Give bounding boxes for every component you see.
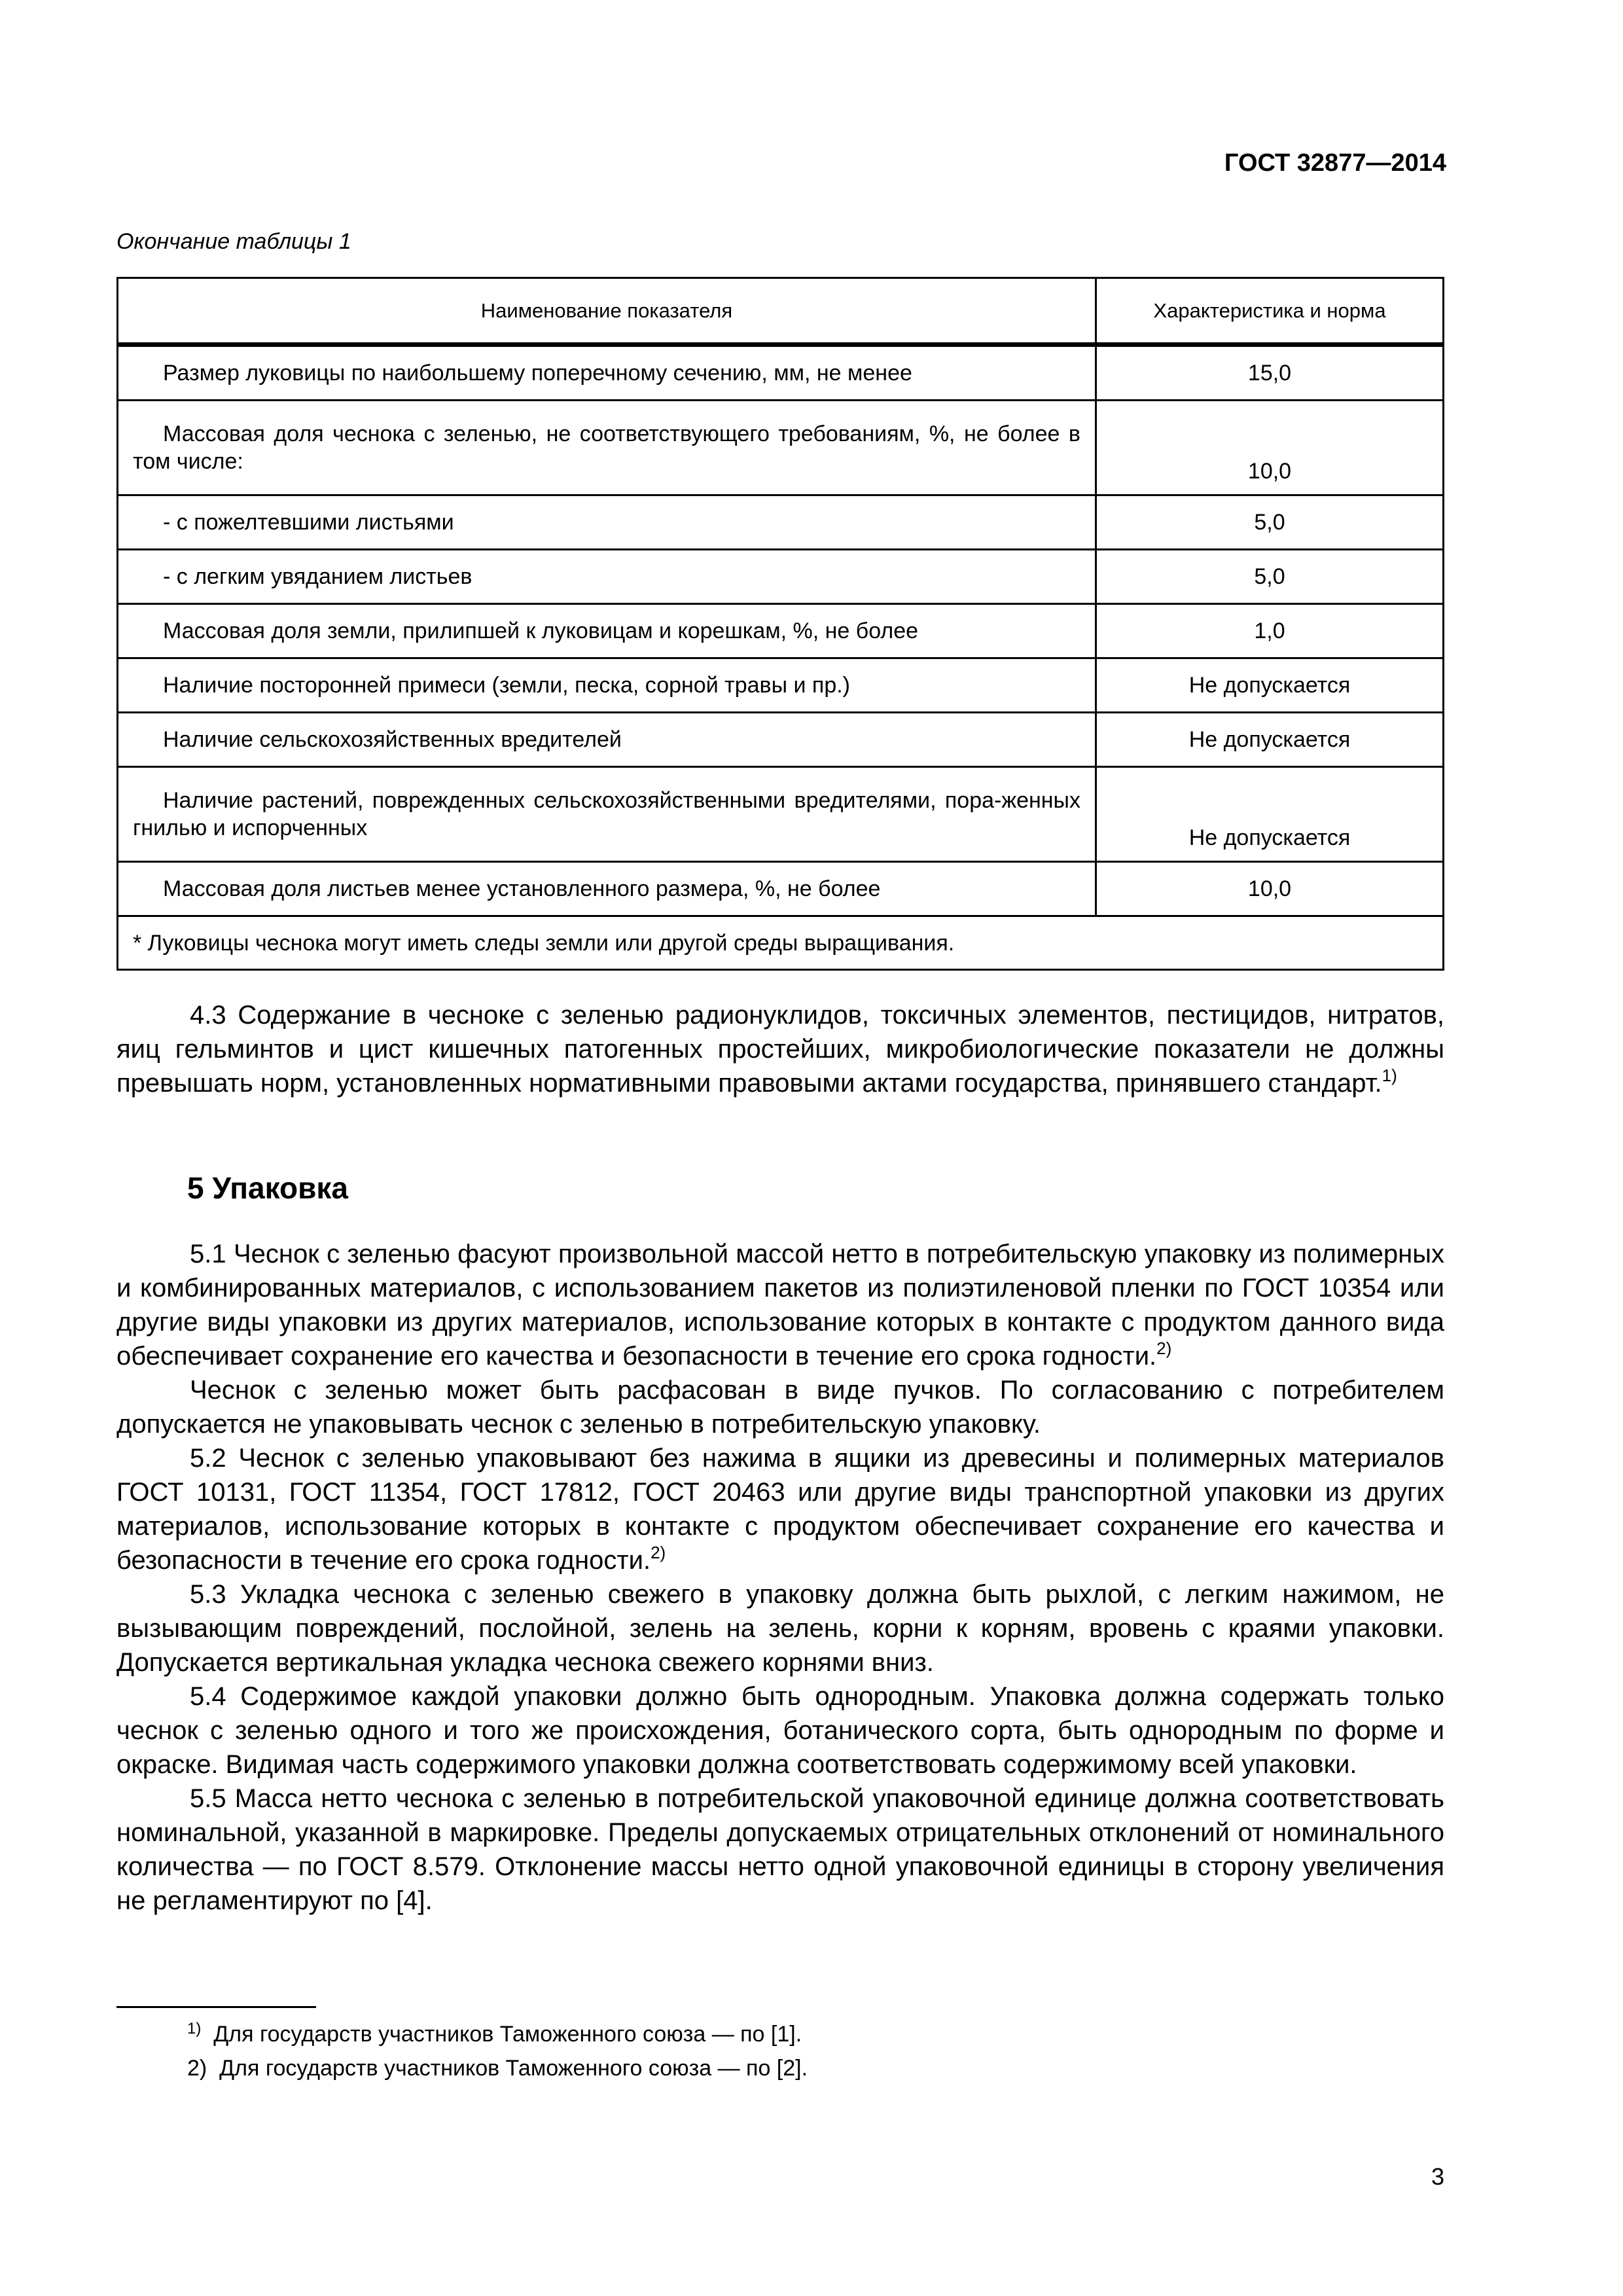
footnote-item xyxy=(187,2017,808,2051)
indicators-table xyxy=(116,277,1444,971)
indicator-value: 10,0 xyxy=(1096,401,1444,495)
table-footnote-row xyxy=(118,916,1444,970)
table-row xyxy=(118,495,1444,550)
clause-4-3-block xyxy=(116,998,1444,1100)
clause-5-1-continued: Чеснок с зеленью может быть расфасован в виде пучков. По согласованию с потребителем допускается не упаковывать чеснок с зеленью в потребительскую упаковку. xyxy=(116,1376,1444,1439)
section-5-body xyxy=(116,1237,1444,1918)
table-row xyxy=(118,767,1444,862)
table-row xyxy=(118,713,1444,767)
column-header-name: Наименование показателя xyxy=(118,278,1096,345)
indicator-value: 5,0 xyxy=(1096,495,1444,550)
table-row xyxy=(118,401,1444,495)
clause-5-3: 5.3 Укладка чеснока с зеленью свежего в упаковку должна быть рыхлой, с легким нажимом, не вызывающим повреждений, послойной, зелень на зелень, корни к корням, вровень с краями упаковки. Допускается вертикальная укладка чеснока свежего корнями вниз. xyxy=(116,1580,1444,1677)
document-standard-code: ГОСТ 32877—2014 xyxy=(1224,149,1446,177)
indicator-value: 15,0 xyxy=(1096,345,1444,401)
table-row xyxy=(118,658,1444,713)
table-footnote: * Луковицы чеснока могут иметь следы земли или другой среды выращивания. xyxy=(118,916,1444,970)
clause-4-3 xyxy=(116,998,1444,1100)
footnote-mark: 1) xyxy=(187,2020,202,2037)
footnote-ref-2[interactable]: 2) xyxy=(1156,1338,1172,1358)
clause-5-2-text: 5.2 Чеснок с зеленью упаковывают без нажима в ящики из древесины и полимерных материалов ГОСТ 10131, ГОСТ 11354, ГОСТ 17812, ГОСТ 20463 или другие виды транспортной упаковки из других материалов, использование которых в контакте с продуктом обеспечивает сохранение его качества и безопасности в течение его срока годности. xyxy=(116,1444,1444,1575)
footnote-divider xyxy=(116,2006,316,2008)
clause-5-4: 5.4 Содержимое каждой упаковки должно быть однородным. Упаковка должна содержать только чеснок с зеленью одного и того же происхождения, ботанического сорта, быть однородным по форме и окраске. Видимая часть содержимого упаковки должна соответствовать содержимому всей упаковки. xyxy=(116,1682,1444,1779)
page-number: 3 xyxy=(1431,2163,1444,2190)
table-row xyxy=(118,862,1444,916)
indicator-name: Наличие сельскохозяйственных вредителей xyxy=(118,713,1096,767)
table-row xyxy=(118,550,1444,604)
footnote-ref-1[interactable]: 1) xyxy=(1382,1066,1397,1085)
table-header-row xyxy=(118,278,1444,345)
indicator-name: Массовая доля листьев менее установленного размера, %, не более xyxy=(118,862,1096,916)
indicator-value: 1,0 xyxy=(1096,604,1444,658)
clause-5-1 xyxy=(116,1237,1444,1373)
indicator-value: 5,0 xyxy=(1096,550,1444,604)
indicator-name: Наличие растений, поврежденных сельскохозяйственными вредителями, пора-женных гнилью и испорченных xyxy=(118,767,1096,862)
indicator-name: - с легким увяданием листьев xyxy=(118,550,1096,604)
column-header-value: Характеристика и норма xyxy=(1096,278,1444,345)
footnote-item xyxy=(187,2051,808,2085)
footnote-text: Для государств участников Таможенного союза — по [1]. xyxy=(213,2022,802,2047)
indicator-name: Массовая доля земли, прилипшей к луковицам и корешкам, %, не более xyxy=(118,604,1096,658)
indicator-name: Наличие посторонней примеси (земли, песка, сорной травы и пр.) xyxy=(118,658,1096,713)
clause-5-2 xyxy=(116,1441,1444,1577)
indicator-value: Не допускается xyxy=(1096,658,1444,713)
clause-5-5: 5.5 Масса нетто чеснока с зеленью в потребительской упаковочной единице должна соответствовать номинальной, указанной в маркировке. Пределы допускаемых отрицательных отклонений от номинального количества — по ГОСТ 8.579. Отклонение массы нетто одной упаковочной единицы в сторону увеличения не регламентируют по [4]. xyxy=(116,1784,1444,1915)
indicator-name: - с пожелтевшими листьями xyxy=(118,495,1096,550)
indicator-value: Не допускается xyxy=(1096,767,1444,862)
table-row xyxy=(118,345,1444,401)
table-row xyxy=(118,604,1444,658)
clause-5-1-text: 5.1 Чеснок с зеленью фасуют произвольной массой нетто в потребительскую упаковку из полимерных и комбинированных материалов, с использованием пакетов из полиэтиленовой пленки по ГОСТ 10354 или другие виды упаковки из других материалов, использование которых в контакте с продуктом данного вида обеспечивает сохранение его качества и безопасности в течение его срока годности. xyxy=(116,1240,1444,1371)
indicator-name: Массовая доля чеснока с зеленью, не соответствующего требованиям, %, не более в том числе: xyxy=(118,401,1096,495)
footnote-text: Для государств участников Таможенного союза — по [2]. xyxy=(219,2056,808,2081)
footnotes xyxy=(187,2017,808,2085)
indicator-value: Не допускается xyxy=(1096,713,1444,767)
footnote-mark: 2) xyxy=(187,2056,207,2081)
table-caption: Окончание таблицы 1 xyxy=(116,229,351,254)
footnote-ref-2[interactable]: 2) xyxy=(651,1543,666,1562)
section-title: 5 Упаковка xyxy=(187,1171,348,1205)
clause-4-3-text: 4.3 Содержание в чесноке с зеленью радионуклидов, токсичных элементов, пестицидов, нитратов, яиц гельминтов и цист кишечных патогенных простейших, микробиологические показатели не должны превышать норм, установленных нормативными правовыми актами государства, принявшего стандарт. xyxy=(116,1001,1444,1098)
indicator-value: 10,0 xyxy=(1096,862,1444,916)
indicator-name: Размер луковицы по наибольшему поперечному сечению, мм, не менее xyxy=(118,345,1096,401)
